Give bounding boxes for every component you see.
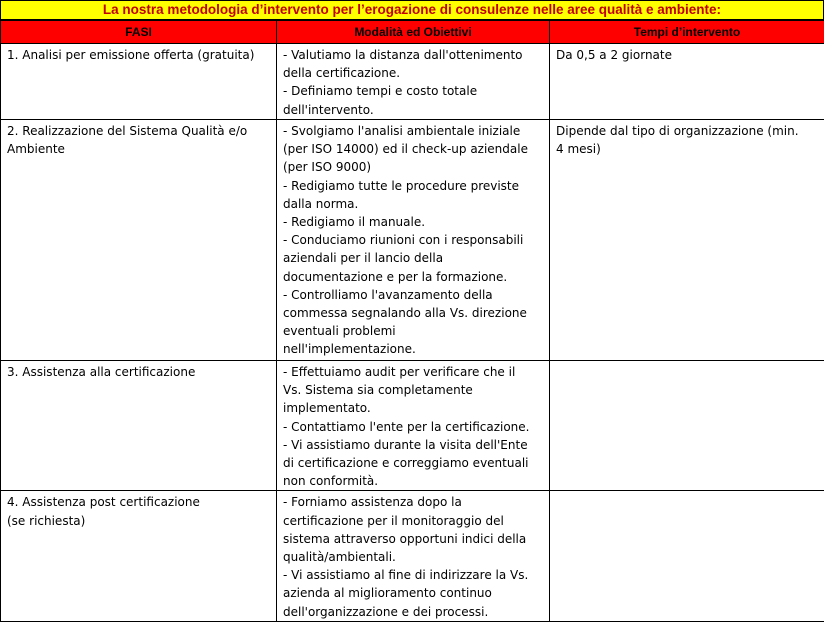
table-row	[1, 120, 824, 361]
cell-modalita	[277, 361, 550, 491]
cell-line: nell'implementazione.	[283, 342, 416, 357]
cell-line: aziendali per il lancio della	[283, 251, 444, 266]
cell-modalita	[277, 120, 550, 361]
cell-line: - Vi assistiamo al fine di indirizzare la Vs.	[283, 568, 529, 583]
cell-line: (per ISO 14000) ed il check-up aziendale	[283, 142, 528, 157]
cell-line: - Svolgiamo l'analisi ambientale iniziale	[283, 124, 521, 138]
cell-line: Dipende dal tipo di organizzazione (min.	[556, 124, 799, 138]
cell-line: - Effettuiamo audit per verificare che il	[283, 365, 516, 379]
cell-line: - Redigiamo il manuale.	[283, 215, 426, 230]
methodology-table	[0, 20, 824, 622]
cell-line: (se richiesta)	[7, 513, 86, 528]
cell-line: non conformità.	[283, 474, 379, 489]
cell-line: documentazione e per la formazione.	[283, 269, 508, 284]
table-title: La nostra metodologia d’intervento per l’erogazione di consulenze nelle aree qualità e ambiente:	[0, 0, 824, 20]
cell-line: 4 mesi)	[556, 142, 601, 157]
cell-line: sistema attraverso opportuni indici della	[283, 531, 527, 546]
header-modalita: Modalità ed Obiettivi	[277, 21, 550, 44]
cell-line: Vs. Sistema sia completamente	[283, 383, 473, 398]
cell-line: - Forniamo assistenza dopo la	[283, 495, 462, 510]
cell-tempi	[550, 491, 824, 621]
cell-line: (per ISO 9000)	[283, 160, 372, 175]
cell-line: commessa segnalando alla Vs. direzione	[283, 306, 527, 321]
cell-fase	[1, 491, 277, 621]
header-fasi: FASI	[1, 21, 277, 44]
cell-line: - Vi assistiamo durante la visita dell'Ente	[283, 437, 528, 452]
cell-line: dell'organizzazione e dei processi.	[283, 604, 489, 619]
header-row	[1, 21, 824, 44]
cell-line: 1. Analisi per emissione offerta (gratuita)	[7, 48, 255, 62]
cell-line: 2. Realizzazione del Sistema Qualità e/o	[7, 124, 248, 138]
cell-line: di certificazione e correggiamo eventuali	[283, 456, 529, 471]
table-row	[1, 361, 824, 491]
table-row	[1, 44, 824, 120]
cell-line: implementato.	[283, 401, 371, 416]
cell-line: azienda al miglioramento continuo	[283, 586, 492, 601]
cell-fase	[1, 361, 277, 491]
header-tempi: Tempi d’intervento	[550, 21, 824, 44]
cell-line: - Contattiamo l'ente per la certificazione.	[283, 419, 530, 434]
cell-line: - Redigiamo tutte le procedure previste	[283, 178, 520, 193]
cell-modalita	[277, 44, 550, 120]
cell-line: - Conduciamo riunioni con i responsabili	[283, 233, 524, 248]
cell-line: - Definiamo tempi e costo totale	[283, 84, 478, 99]
cell-line: Ambiente	[7, 142, 65, 157]
cell-line: dell'intervento.	[283, 102, 374, 117]
cell-tempi	[550, 44, 824, 120]
cell-line: qualità/ambientali.	[283, 550, 396, 565]
cell-line: - Controlliamo l'avanzamento della	[283, 287, 493, 302]
cell-fase	[1, 120, 277, 361]
cell-line: Da 0,5 a 2 giornate	[556, 48, 672, 62]
cell-line: 4. Assistenza post certificazione	[7, 495, 200, 510]
cell-line: 3. Assistenza alla certificazione	[7, 365, 196, 379]
cell-tempi	[550, 361, 824, 491]
cell-line: della certificazione.	[283, 66, 401, 81]
table-row	[1, 491, 824, 621]
cell-line: certificazione per il monitoraggio del	[283, 513, 504, 528]
cell-line: - Valutiamo la distanza dall'ottenimento	[283, 48, 523, 62]
cell-fase	[1, 44, 277, 120]
cell-line: eventuali problemi	[283, 324, 396, 339]
cell-tempi	[550, 120, 824, 361]
cell-modalita	[277, 491, 550, 621]
cell-line: dalla norma.	[283, 196, 359, 211]
